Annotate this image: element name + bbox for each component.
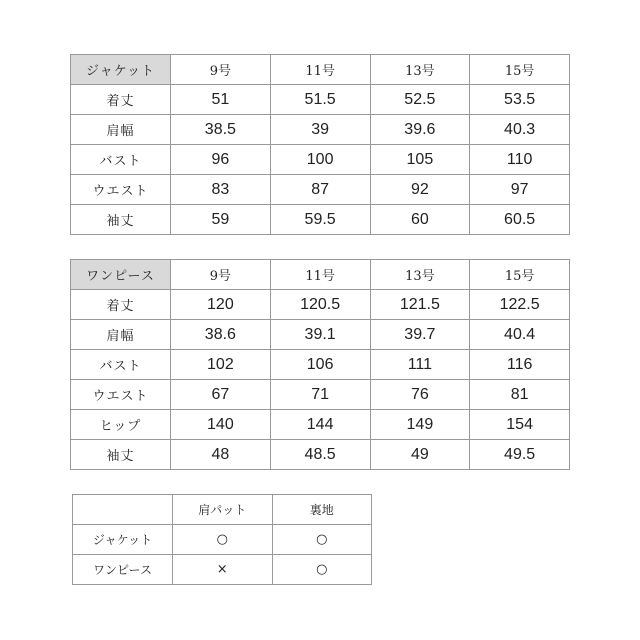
onepiece-cell: 67 [171,380,271,410]
spec-cell: ○ [272,525,372,555]
table-row [71,290,570,320]
onepiece-size-13: 13号 [370,260,470,290]
onepiece-cell: 122.5 [470,290,570,320]
onepiece-size-15: 15号 [470,260,570,290]
jacket-cell: 92 [370,175,470,205]
onepiece-cell: 38.6 [171,320,271,350]
spec-table [72,494,372,585]
table-row [71,145,570,175]
onepiece-row-label: 着丈 [71,290,171,320]
spec-corner [73,495,173,525]
onepiece-cell: 49 [370,440,470,470]
onepiece-cell: 111 [370,350,470,380]
jacket-cell: 40.3 [470,115,570,145]
spec-row-label: ジャケット [73,525,173,555]
jacket-cell: 38.5 [171,115,271,145]
jacket-cell: 105 [370,145,470,175]
jacket-table-title: ジャケット [71,55,171,85]
spec-col-lining: 裏地 [272,495,372,525]
jacket-cell: 100 [270,145,370,175]
onepiece-cell: 121.5 [370,290,470,320]
jacket-row-label: 着丈 [71,85,171,115]
jacket-cell: 60 [370,205,470,235]
jacket-cell: 60.5 [470,205,570,235]
table-row [71,410,570,440]
onepiece-cell: 48 [171,440,271,470]
table-row [71,175,570,205]
table-row [73,555,372,585]
onepiece-cell: 48.5 [270,440,370,470]
onepiece-row-label: 袖丈 [71,440,171,470]
table-row [71,440,570,470]
onepiece-cell: 49.5 [470,440,570,470]
jacket-cell: 87 [270,175,370,205]
onepiece-cell: 154 [470,410,570,440]
onepiece-size-table [70,259,570,470]
onepiece-size-9: 9号 [171,260,271,290]
onepiece-cell: 120.5 [270,290,370,320]
onepiece-row-label: ウエスト [71,380,171,410]
table-row [71,350,570,380]
spec-cell: ○ [173,525,273,555]
jacket-cell: 97 [470,175,570,205]
jacket-cell: 51.5 [270,85,370,115]
jacket-size-table [70,54,570,235]
jacket-header-row [71,55,570,85]
onepiece-row-label: バスト [71,350,171,380]
jacket-cell: 39 [270,115,370,145]
onepiece-cell: 40.4 [470,320,570,350]
onepiece-cell: 39.1 [270,320,370,350]
onepiece-cell: 106 [270,350,370,380]
onepiece-cell: 120 [171,290,271,320]
onepiece-cell: 39.7 [370,320,470,350]
jacket-cell: 59 [171,205,271,235]
table-row [71,115,570,145]
onepiece-cell: 140 [171,410,271,440]
jacket-row-label: バスト [71,145,171,175]
spec-row-label: ワンピース [73,555,173,585]
jacket-cell: 110 [470,145,570,175]
jacket-size-9: 9号 [171,55,271,85]
jacket-cell: 51 [171,85,271,115]
table-row [71,320,570,350]
onepiece-cell: 144 [270,410,370,440]
jacket-cell: 39.6 [370,115,470,145]
onepiece-cell: 116 [470,350,570,380]
spec-cell: ○ [272,555,372,585]
onepiece-row-label: ヒップ [71,410,171,440]
onepiece-cell: 71 [270,380,370,410]
spec-cell: × [173,555,273,585]
jacket-cell: 96 [171,145,271,175]
jacket-row-label: ウエスト [71,175,171,205]
jacket-size-13: 13号 [370,55,470,85]
spec-col-shoulder-pad: 肩パット [173,495,273,525]
table-row [71,205,570,235]
jacket-cell: 53.5 [470,85,570,115]
onepiece-cell: 102 [171,350,271,380]
jacket-row-label: 肩幅 [71,115,171,145]
jacket-cell: 59.5 [270,205,370,235]
onepiece-table-title: ワンピース [71,260,171,290]
table-row [71,380,570,410]
onepiece-header-row [71,260,570,290]
onepiece-cell: 81 [470,380,570,410]
jacket-cell: 52.5 [370,85,470,115]
onepiece-row-label: 肩幅 [71,320,171,350]
jacket-size-11: 11号 [270,55,370,85]
onepiece-cell: 76 [370,380,470,410]
jacket-row-label: 袖丈 [71,205,171,235]
jacket-cell: 83 [171,175,271,205]
spec-header-row [73,495,372,525]
jacket-size-15: 15号 [470,55,570,85]
onepiece-size-11: 11号 [270,260,370,290]
onepiece-cell: 149 [370,410,470,440]
table-row [71,85,570,115]
table-row [73,525,372,555]
